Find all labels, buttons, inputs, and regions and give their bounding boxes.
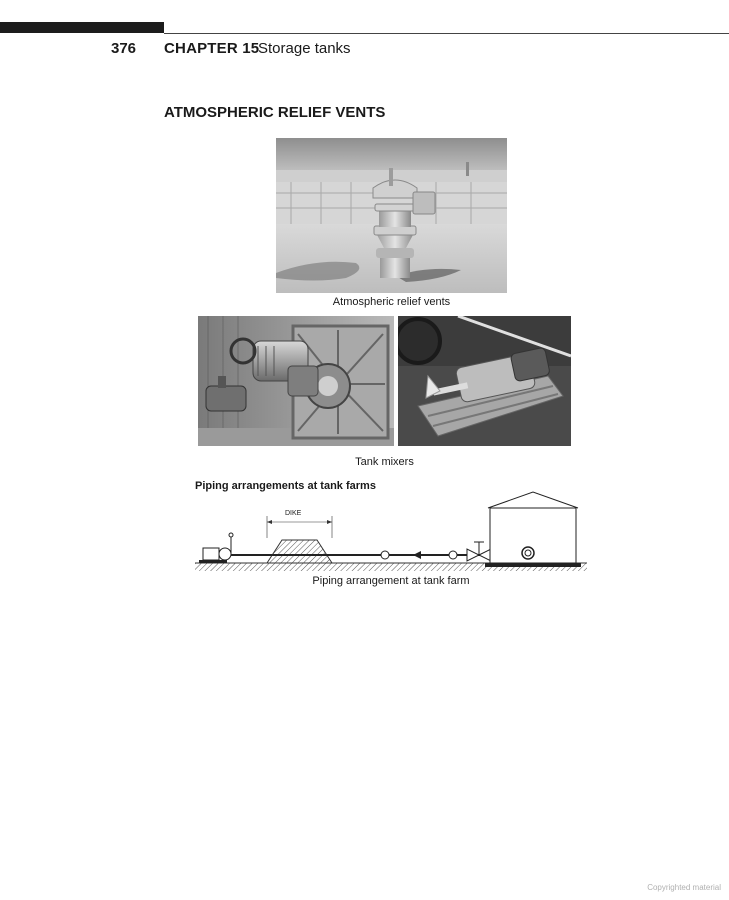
copyright-watermark: Copyrighted material	[647, 883, 721, 892]
piping-subheading: Piping arrangements at tank farms	[195, 480, 376, 492]
tank-mixer-photo-right	[398, 316, 571, 446]
piping-diagram	[195, 490, 587, 574]
page-number: 376	[111, 40, 137, 57]
relief-vents-caption: Atmospheric relief vents	[332, 296, 451, 308]
header-rule	[164, 33, 729, 34]
header-bar	[0, 22, 164, 33]
chapter-title: Storage tanks	[258, 40, 351, 57]
chapter-label: CHAPTER 15	[164, 40, 260, 57]
tank-mixers-caption: Tank mixers	[355, 456, 414, 468]
tank-mixer-photo-left	[198, 316, 394, 446]
section-heading: ATMOSPHERIC RELIEF VENTS	[164, 104, 386, 121]
dike-label: DIKE	[285, 510, 302, 517]
relief-vent-photo	[276, 138, 507, 293]
piping-caption: Piping arrangement at tank farm	[312, 575, 470, 587]
